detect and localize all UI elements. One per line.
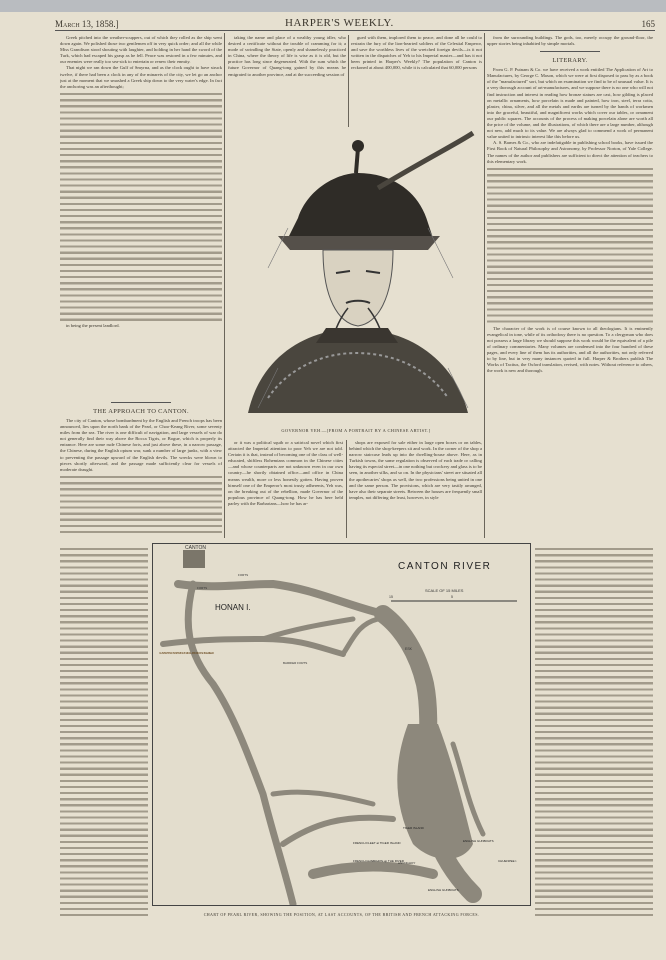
paragraph: in being the present landlord. (66, 322, 120, 328)
issue-date: March 13, 1858.] (55, 19, 119, 29)
illegible-text (60, 546, 148, 917)
portrait-governor-yeh (228, 128, 484, 413)
page-header (55, 17, 655, 31)
map-caption: CHART OF PEARL RIVER, SHOWING THE POSITION, AT LAST ACCOUNTS, OF THE BRITISH AND FRENCH ATTACKING FORCES. (203, 912, 480, 917)
map-label-canton: CANTON (185, 545, 207, 551)
paragraph: That night we ran down the Gulf of Smyrna, and as the clock ought to have struck twelve, if there had been a clock in any of the minarets of the city, we let go an anchor just at the moment that we smashed a Greek ship down to the very water's edge. In fact the anchoring was an afterthought; (60, 65, 222, 89)
column-rule (484, 33, 485, 538)
column-2-bottom (228, 440, 343, 540)
column-rule (348, 35, 349, 127)
column-1-top (60, 35, 222, 395)
map-label-honan: HONAN I. (215, 603, 251, 612)
paragraph: shops are exposed for sale either in large open boxes or on tables, behind which the shop-keepers sit and work. In the corner of the shop a narrow staircase leads up into the dwelling-house above. Here, as in Turkish towns, the same regulation is observed of each trade or calling having its especial street—in one nothing but crockery and glass is to be seen, in another silks, and so on. In the physicians' street are situated all the apothecaries' shops as well, the two professions being united in one and the same person. The provisions, which are very tastily arranged, have also their separate streets. Between the houses are frequently small temples, not differing the least, however, in style (349, 440, 482, 500)
illegible-text (60, 91, 222, 323)
canton-river-map (152, 543, 531, 906)
column-4 (487, 35, 653, 540)
page-number: 165 (641, 19, 655, 29)
map-label: FORTS (197, 586, 208, 590)
map-label: GUN BOATS CONSTANTLY MOVING UP AND DOWN THE RIVER (159, 651, 214, 655)
divider (111, 402, 171, 403)
article-heading: THE APPROACH TO CANTON. (93, 408, 189, 415)
paragraph: A. S. Barnes & Co., who are indefatigable in publishing school books, have issued the First Book of Natural Philosophy and Astronomy, by Professor Norton, of Yale College. The names of the author and publishers are sufficient to direct the attention of teachers to this elementary work. (487, 140, 653, 164)
illegible-text (60, 474, 222, 534)
illegible-text (487, 166, 653, 326)
map-label: ENGLISH GUNBOATS (463, 839, 494, 843)
map-label: FRENCH FLEET at TIGER ISLAND (353, 841, 401, 845)
map-label: ENGLISH GUNBOATS (428, 888, 459, 892)
column-4-narrow (535, 545, 653, 917)
column-rule (224, 33, 225, 538)
map-title: CANTON RIVER (398, 561, 492, 572)
paragraph: taking the name and place of a wealthy young idler, who desired a certificate without the trouble of cramming for it; a mode of swindling the State, openly and shamelessly practiced in China, where the theory of life is wise as it is old, but the practice has long since degenerated. With the sum which the future Governor of Quang-tong gained by this means he emigrated to another province, and at the succeeding session of (228, 35, 346, 77)
paragraph: The city of Canton, whose bombardment by the English and French troops has been announced, lies upon the north bank of the Pearl, or Choo-Keang River, some seventy miles from the sea. The river is one difficult of navigation, and large vessels of war do not generally find their way above the Bocca Tigris, or Bogue, which is properly its entrance. Here are some rude Chinese forts, and just above these, in a narrow passage, the Chinese, during the English opium war, sunk a number of large junks, with a view to preventing the passage upward of the English devils. The wrecks were blown to pieces shortly afterward, and the passage made sufficiently clear for vessels of moderate draught. (60, 418, 222, 472)
portrait-caption: GOVERNOR YEH.—[FROM A PORTRAIT BY A CHINESE ARTIST.] (281, 428, 431, 433)
map-label: CHUENPEE I. (498, 859, 518, 863)
map-label: ANUNGHOY (398, 861, 416, 865)
map-label: FORTS (238, 573, 249, 577)
column-3-bottom (349, 440, 482, 540)
scale-tick: 15 (389, 595, 393, 599)
map-scale-label: SCALE OF 15 MILES (425, 588, 464, 593)
paragraph: Greek pitched into the weather-scuppers, out of which they rolled as the ship went down again. We polished those two gentlemen off in very quick order; and all the while Miss Grandison stood shouting with laughter, and holding in her hand the sword of the Turk, which had escaped his grasp as he fell. Peace was restored in a few minutes, and our enemies were really too sea-sick to entertain or renew their enmity. (60, 35, 222, 65)
paragraph: or it was a political squib or a satirical novel which first attracted the Imperial attention to poor Yeh we are not told. Certain it is that, instead of becoming one of the class of well-educated, shiftless Bohemians common in the Chinese cities—and whose counterparts are not unknown even in our own country—he shortly obtained office—and office in China means wealth, more or less honestly gotten. Having proven himself one of the Emperor's most trusty adherents, Yeh was, on the breaking out of the rebellion, made Governor of the populous province of Quang-tong. How he has here held parley with the Barbarians—how he has ar- (228, 440, 343, 506)
column-1-narrow (60, 545, 148, 917)
illegible-text (535, 546, 653, 917)
column-rule (346, 440, 347, 538)
column-3-top (351, 35, 482, 127)
map-label: BARRIER FORTS (283, 661, 308, 665)
paragraph: From G. P. Putnam & Co. we have received a work entitled The Application of Art to Manufactures, by George C. Mason, which we were at first disposed to pass by as a book of the "manufactured" sort, but which on examination we find to be of unusual value. It is a very thorough account of art-manufactures, and we suppose there is no one who will not find instruction and interest in reading how bronze statues are cast, how gilding is placed on metallic ornaments, how porcelain is made and painted, how iron, steel, terra cotta, plaster, china, silver, and all the metals and earths are turned by the hands of workmen into the graceful, beautiful, and magnificent works which cover our tables, or ornament our public squares. The accounts of the process of making porcelain alone are worth all the price of the volume, and the illustrations, of which there are a large number, although not new, add much to its value. We are always glad to commend a work of permanent value united to intrinsic interest like this before us. (487, 67, 653, 140)
masthead-title: HARPER'S WEEKLY. (285, 17, 394, 29)
scale-tick: 5 (451, 595, 453, 599)
article-canton (60, 398, 222, 543)
scan-edge (0, 0, 666, 12)
map-label: FRENCH GUNBOATS up THE RIVER (353, 859, 404, 863)
paragraph: gued with them, implored them to peace, and done all he could to restrain the fury of the lion-hearted soldiers of the Celestial Emperor, and save the worthless lives of the wretched foreign devils—is it not written in the dispatches of Yeh to his Imperial master—and has it not been printed in Harper's Weekly? The population of Canton is reckoned at about 400,000, while it is calculated that 60,000 persons (351, 35, 482, 71)
divider (540, 51, 600, 52)
paragraph: The character of the work is of course known to all theologians. It is eminently evangelical in tone, while of its orthodoxy there is no question. To a clergyman who does not possess a large library we should suppose this work would be the equivalent of a pile of ordinary commentaries. Many volumes are condensed into the four hundred of these pages, and every line of them has its authorities, and all the authorities, not only referred to by line, but in very many instances quoted in full. Harper & Brothers publish The Works of Tacitus, the Oxford translation, revised, with notes. Without reference to others, the work is new and thorough. (487, 325, 653, 374)
map-label: TIGER ISLAND (403, 826, 424, 830)
map-label: ESK (405, 647, 413, 651)
literary-heading: LITERARY. (552, 57, 588, 65)
column-2-top (228, 35, 346, 127)
paragraph: from the surrounding buildings. The gods, too, merely occupy the ground-floor, the upper stories being inhabited by simple mortals. (487, 35, 653, 47)
